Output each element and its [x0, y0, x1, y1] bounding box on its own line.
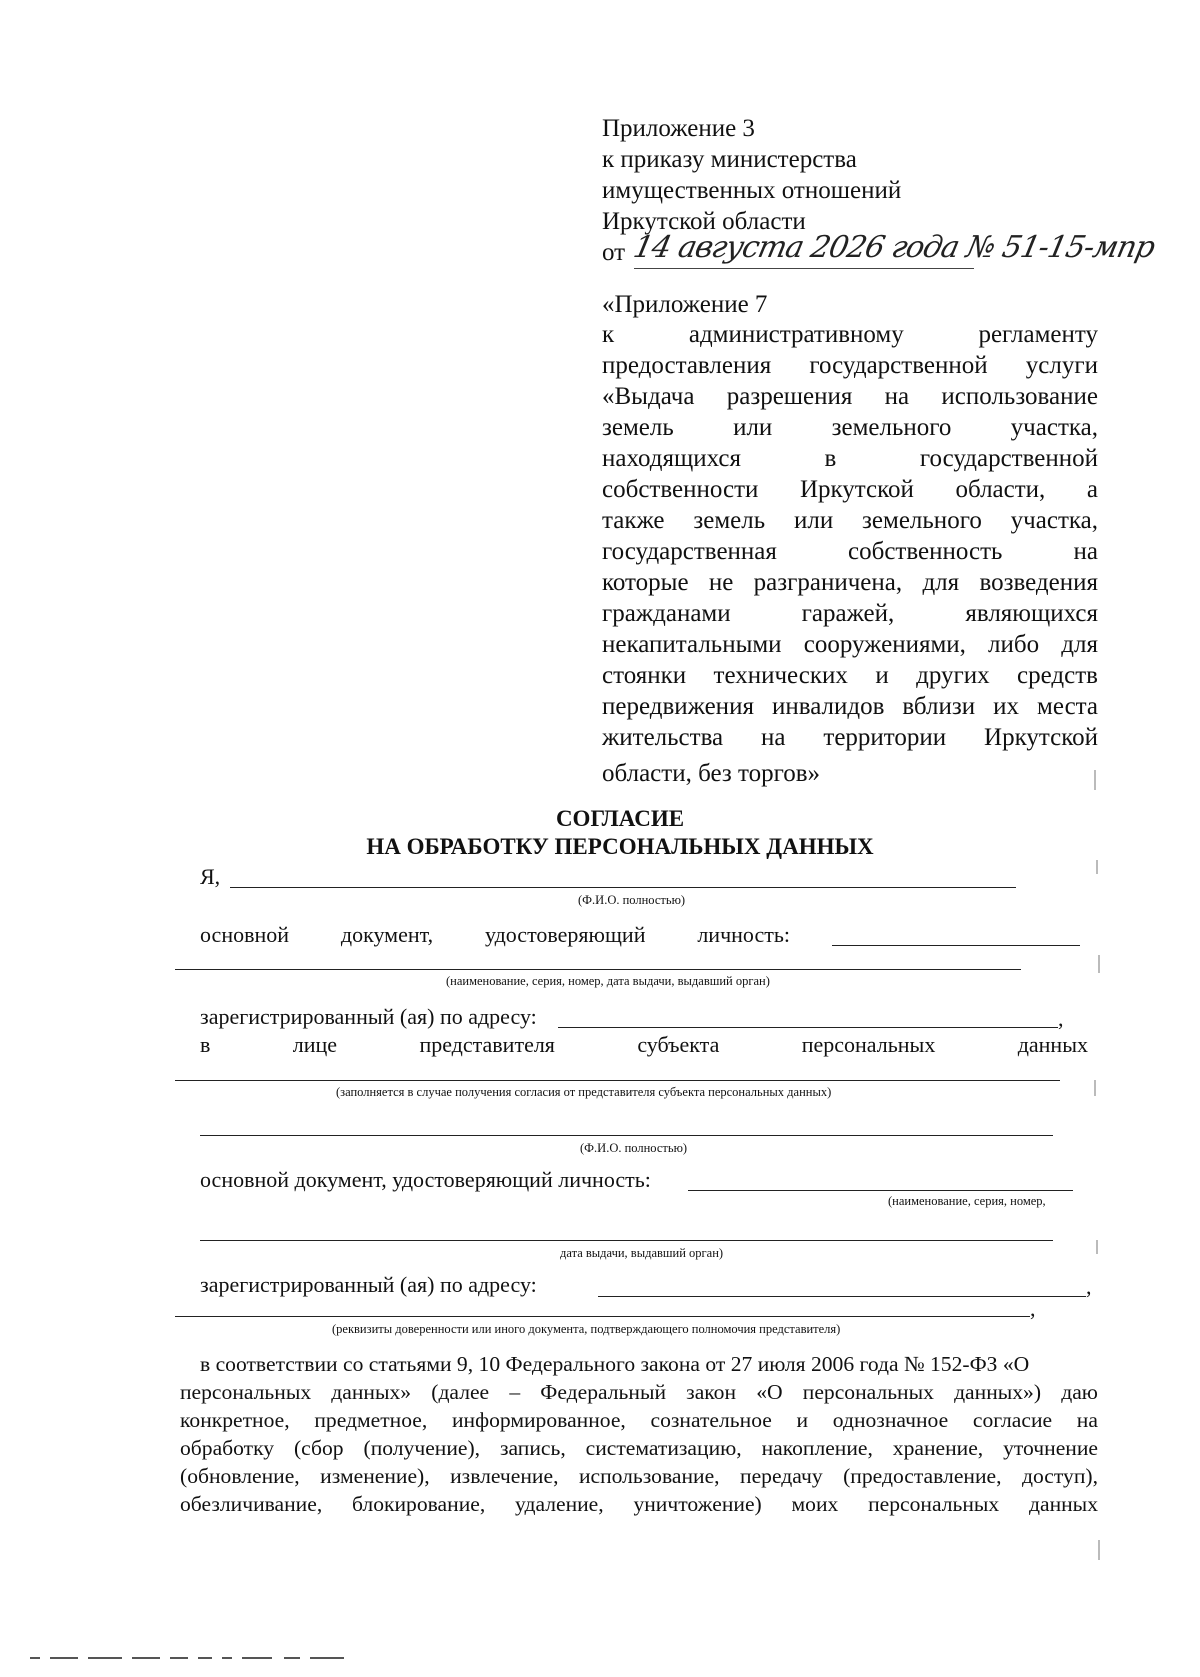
consent-line: [180, 1434, 1098, 1462]
consent-word: хранение,: [892, 1436, 984, 1460]
consent-word: обезличивание,: [180, 1492, 323, 1516]
consent-word: запись,: [499, 1436, 566, 1460]
consent-word: (получение),: [363, 1436, 481, 1460]
appendix-line: [602, 723, 1098, 753]
scan-bottom-mark: [132, 1657, 160, 1659]
fio-caption: (Ф.И.О. полностью): [578, 893, 686, 907]
appendix-word: земельного: [862, 507, 982, 534]
appendix-word: территории: [823, 724, 947, 751]
appendix-word: которые: [602, 569, 689, 596]
consent-word: «О: [756, 1380, 783, 1404]
header-line-4: Иркутской области: [602, 208, 806, 235]
appendix-line: [602, 661, 1098, 691]
rep-doc-label: основной документ, удостоверяющий личность:: [200, 1167, 651, 1192]
appendix-word: места: [1037, 693, 1098, 720]
appendix-line: [602, 599, 1098, 629]
consent-word: (далее: [431, 1380, 490, 1404]
consent-word: удаление,: [515, 1492, 604, 1516]
consent-word: и: [796, 1408, 809, 1432]
appendix-line: [602, 630, 1098, 660]
consent-word: уточнение: [1003, 1436, 1098, 1460]
rep-field[interactable]: [175, 1080, 1060, 1081]
rep-label: в лице представителя субъекта персональных данных: [200, 1032, 1088, 1057]
scan-bottom-mark: [222, 1657, 232, 1659]
doc-field-b[interactable]: [175, 969, 1021, 970]
appendix-line: [602, 475, 1098, 505]
consent-word: данных»): [954, 1380, 1042, 1404]
appendix-word: гражданами: [602, 600, 731, 627]
consent-word: конкретное,: [180, 1408, 290, 1432]
appendix-line: [602, 537, 1098, 567]
scan-bottom-mark: [198, 1657, 212, 1659]
appendix-word: государственной: [809, 352, 988, 379]
consent-word: –: [509, 1380, 521, 1404]
appendix-word: для: [1061, 631, 1098, 658]
appendix-word: Иркутской: [799, 476, 914, 503]
scan-bottom-mark: [170, 1657, 188, 1659]
appendix-word: являющихся: [965, 600, 1098, 627]
appendix-word: не: [708, 569, 734, 596]
consent-word: сознательное: [650, 1408, 772, 1432]
appendix-word: либо: [988, 631, 1040, 658]
consent-word: изменение),: [320, 1464, 430, 1488]
scan-edge-mark: [1096, 860, 1098, 874]
consent-word: данных: [1029, 1492, 1098, 1516]
consent-word: (сбор: [293, 1436, 344, 1460]
appendix-word: для: [922, 569, 960, 596]
ya-label: Я,: [200, 864, 221, 889]
consent-word: закон: [686, 1380, 737, 1404]
header-line-3: имущественных отношений: [602, 177, 902, 204]
power-field[interactable]: [175, 1316, 1030, 1317]
appendix-word: использование: [941, 383, 1098, 410]
scan-edge-mark: [1094, 1080, 1096, 1096]
consent-word: систематизацию,: [585, 1436, 742, 1460]
appendix-word: или: [733, 414, 773, 441]
appendix-word: разграничена,: [753, 569, 903, 596]
rep-doc-caption-b: дата выдачи, выдавший орган): [560, 1246, 724, 1260]
consent-word: доступ),: [1021, 1464, 1098, 1488]
rep-doc-caption-a: (наименование, серия, номер,: [888, 1194, 1046, 1208]
reg-field[interactable]: [558, 1027, 1058, 1028]
scan-edge-mark: [1094, 770, 1096, 790]
appendix-word: государственная: [602, 538, 777, 565]
consent-word: персональных: [802, 1380, 934, 1404]
appendix-word: других: [916, 662, 990, 689]
appendix-word: разрешения: [726, 383, 853, 410]
power-caption: (реквизиты доверенности или иного документа, подтверждающего полномочия представителя): [332, 1322, 841, 1336]
rep-reg-field[interactable]: [598, 1296, 1086, 1297]
appendix-word: находящихся: [602, 445, 742, 472]
scan-edge-mark: [1098, 1540, 1100, 1560]
reg-comma: ,: [1058, 1006, 1064, 1031]
rep-fio-field[interactable]: [200, 1135, 1053, 1136]
appendix-line: [602, 506, 1098, 536]
appendix-word: на: [761, 724, 786, 751]
consent-word: передачу: [740, 1464, 823, 1488]
scan-bottom-mark: [50, 1657, 78, 1659]
appendix-word: и: [875, 662, 889, 689]
appendix-line: [602, 320, 1098, 350]
appendix-word: участка,: [1010, 414, 1098, 441]
appendix-word: их: [993, 693, 1020, 720]
appendix-word: собственность: [848, 538, 1003, 565]
appendix-word: на: [1073, 538, 1098, 565]
appendix-word: «Выдача: [602, 383, 695, 410]
consent-word: согласие: [972, 1408, 1053, 1432]
reg-label: зарегистрированный (ая) по адресу:: [200, 1004, 537, 1029]
power-comma: ,: [1030, 1296, 1036, 1321]
fio-field[interactable]: [230, 887, 1016, 888]
consent-word: предметное,: [314, 1408, 428, 1432]
appendix-word: инвалидов: [771, 693, 885, 720]
appendix-word: государственной: [919, 445, 1098, 472]
appendix-word: средств: [1017, 662, 1098, 689]
rep-fio-caption: (Ф.И.О. полностью): [580, 1141, 688, 1155]
appendix-word: земель: [602, 414, 674, 441]
appendix-line: [602, 413, 1098, 443]
consent-word: Федеральный: [540, 1380, 667, 1404]
appendix-word: возведения: [979, 569, 1098, 596]
appendix-line: [602, 568, 1098, 598]
appendix-word: земель: [693, 507, 766, 534]
rep-caption: (заполняется в случае получения согласия от представителя субъекта персональных данных): [336, 1085, 832, 1099]
rep-doc-field-a[interactable]: [688, 1190, 1073, 1191]
appendix-word: некапитальными: [602, 631, 782, 658]
consent-word: извлечение,: [450, 1464, 559, 1488]
document-title-line-1: СОГЛАСИЕ: [555, 806, 685, 831]
consent-line: [180, 1462, 1098, 1490]
scan-bottom-mark: [284, 1657, 300, 1659]
rep-reg-label: зарегистрированный (ая) по адресу:: [200, 1272, 537, 1297]
consent-word: (обновление,: [180, 1464, 300, 1488]
consent-word: уничтожение): [633, 1492, 762, 1516]
header-line-1: Приложение 3: [602, 115, 755, 142]
appendix-intro: «Приложение 7: [602, 291, 768, 318]
scan-edge-mark: [1096, 1240, 1098, 1254]
appendix-line: [602, 382, 1098, 412]
document-title-line-2: НА ОБРАБОТКУ ПЕРСОНАЛЬНЫХ ДАННЫХ: [366, 834, 874, 859]
appendix-word: к: [602, 321, 615, 348]
appendix-line: [602, 444, 1098, 474]
scan-bottom-mark: [30, 1657, 40, 1659]
appendix-word: передвижения: [602, 693, 754, 720]
consent-first-line: в соответствии со статьями 9, 10 Федерального закона от 27 июля 2006 года № 152-ФЗ «О: [200, 1352, 1030, 1376]
appendix-word: вблизи: [902, 693, 976, 720]
consent-word: однозначное: [832, 1408, 949, 1432]
appendix-word: административному: [688, 321, 904, 348]
handwritten-order-date: 14 августа 2026 года № 51-15-мпр: [630, 230, 1158, 265]
appendix-word: в: [824, 445, 837, 472]
scan-edge-mark: [1098, 955, 1100, 973]
appendix-word: предоставления: [602, 352, 772, 379]
appendix-word: области,: [955, 476, 1046, 503]
appendix-word: земельного: [831, 414, 952, 441]
appendix-word: а: [1086, 476, 1098, 503]
appendix-word: собственности: [602, 476, 759, 503]
rep-reg-comma: ,: [1086, 1274, 1092, 1299]
rep-doc-field-b[interactable]: [200, 1240, 1053, 1241]
consent-word: обработку: [180, 1436, 275, 1460]
appendix-line: [602, 692, 1098, 722]
consent-word: даю: [1061, 1380, 1098, 1404]
consent-word: накопление,: [761, 1436, 873, 1460]
header-date-prefix: от: [602, 239, 626, 266]
appendix-word: регламенту: [978, 321, 1098, 348]
consent-word: данных»: [331, 1380, 412, 1404]
appendix-word: стоянки: [602, 662, 687, 689]
doc-field-a[interactable]: [832, 945, 1080, 946]
consent-word: блокирование,: [351, 1492, 486, 1516]
scan-bottom-mark: [310, 1657, 344, 1659]
consent-word: моих: [791, 1492, 839, 1516]
appendix-last-line: области, без торгов»: [602, 760, 821, 787]
consent-word: использование,: [578, 1464, 720, 1488]
consent-word: на: [1076, 1408, 1098, 1432]
consent-word: персональных: [180, 1380, 312, 1404]
scan-bottom-mark: [242, 1657, 272, 1659]
doc-label: основной документ, удостоверяющий личность:: [200, 922, 790, 947]
consent-word: персональных: [868, 1492, 1000, 1516]
appendix-word: Иркутской: [984, 724, 1098, 751]
scan-bottom-mark: [88, 1657, 122, 1659]
consent-line: [180, 1378, 1098, 1406]
appendix-word: технических: [713, 662, 848, 689]
consent-word: (предоставление,: [843, 1464, 1002, 1488]
appendix-word: жительства: [602, 724, 724, 751]
appendix-word: также: [602, 507, 665, 534]
appendix-word: услуги: [1025, 352, 1098, 379]
doc-caption: (наименование, серия, номер, дата выдачи, выдавший орган): [446, 974, 770, 988]
consent-line: [180, 1490, 1098, 1518]
date-underline: [634, 268, 974, 269]
appendix-word: или: [793, 507, 834, 534]
appendix-word: гаражей,: [801, 600, 895, 627]
appendix-word: участка,: [1010, 507, 1098, 534]
appendix-word: сооружениями,: [803, 631, 966, 658]
consent-word: информированное,: [451, 1408, 626, 1432]
appendix-line: [602, 351, 1098, 381]
appendix-word: на: [884, 383, 910, 410]
header-line-2: к приказу министерства: [602, 146, 857, 173]
consent-line: [180, 1406, 1098, 1434]
